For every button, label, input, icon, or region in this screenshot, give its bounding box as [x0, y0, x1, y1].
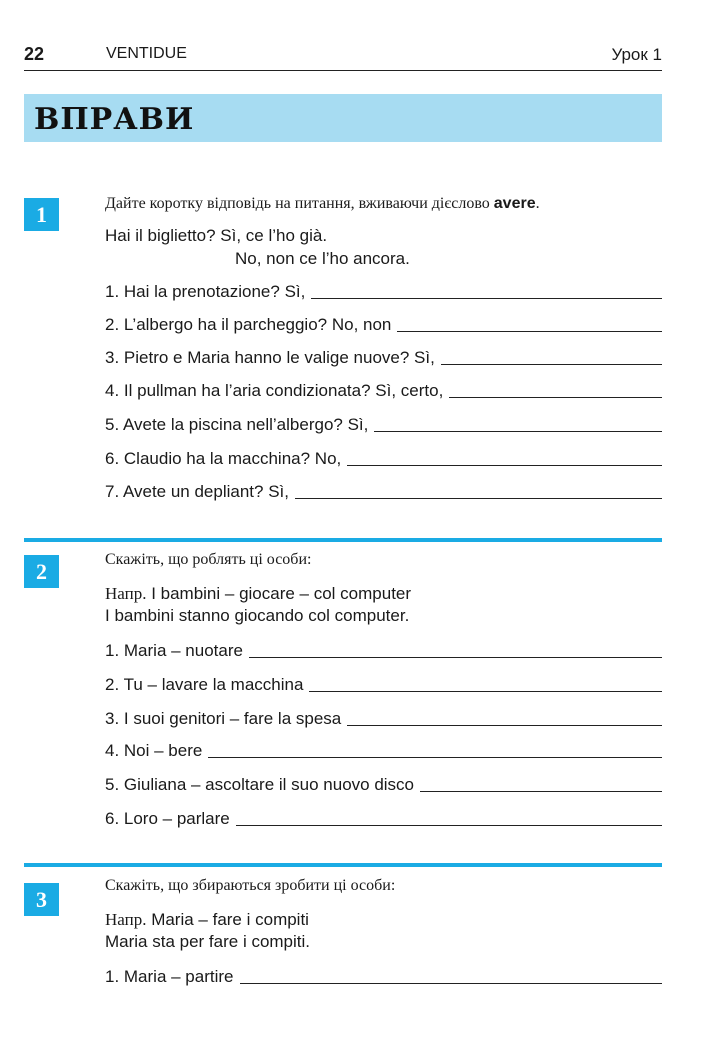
exercise-item	[105, 673, 662, 695]
example-prompt: Maria – fare i compiti	[151, 910, 309, 929]
exercise-item	[105, 447, 662, 469]
example-question: Hai il biglietto? Sì, ce l’ho già.	[105, 226, 328, 245]
exercise-item	[105, 807, 662, 829]
answer-blank[interactable]	[441, 364, 662, 365]
answer-blank[interactable]	[374, 431, 662, 432]
exercise-item	[105, 480, 662, 502]
item-text: 3. I suoi genitori – fare la spesa	[105, 709, 342, 728]
exercise-item	[105, 707, 662, 729]
lesson-label: Урок 1	[611, 45, 662, 64]
answer-blank[interactable]	[309, 691, 662, 692]
exercise-item	[105, 313, 662, 335]
exercise-item	[105, 413, 662, 435]
section-divider	[24, 863, 662, 867]
item-text: 1. Maria – nuotare	[105, 641, 243, 660]
example-prompt: I bambini – giocare – col computer	[151, 584, 412, 603]
answer-blank[interactable]	[208, 757, 662, 758]
item-text: 7. Avete un depliant? Sì,	[105, 482, 289, 501]
item-text: 6. Loro – parlare	[105, 809, 230, 828]
example-answer: I bambini stanno giocando col computer.	[105, 606, 410, 625]
example-label: Напр.	[105, 910, 147, 929]
instruction-text: Дайте коротку відповідь на питання, вживаючи дієслово	[105, 195, 490, 212]
exercise-number-badge: 1	[24, 198, 59, 231]
item-text: 5. Avete la piscina nell’albergo? Sì,	[105, 415, 369, 434]
answer-blank[interactable]	[311, 298, 662, 299]
section-divider	[24, 538, 662, 542]
exercise-instruction: Скажіть, що збираються зробити ці особи:	[105, 877, 396, 894]
instruction-suffix: .	[535, 195, 540, 212]
answer-blank[interactable]	[249, 657, 662, 658]
example-line	[105, 584, 411, 604]
item-text: 6. Claudio ha la macchina? No,	[105, 449, 342, 468]
exercise-item	[105, 346, 662, 368]
answer-blank[interactable]	[236, 825, 662, 826]
exercise-number-badge: 2	[24, 555, 59, 588]
example-answer: Maria sta per fare i compiti.	[105, 932, 311, 951]
answer-blank[interactable]	[295, 498, 662, 499]
exercise-number-badge: 3	[24, 883, 59, 916]
exercise-item	[105, 773, 662, 795]
exercise-item	[105, 739, 662, 761]
example-answer: No, non ce l’ho ancora.	[235, 249, 410, 268]
answer-blank[interactable]	[420, 791, 662, 792]
exercise-instruction: Скажіть, що роблять ці особи:	[105, 551, 312, 568]
answer-blank[interactable]	[449, 397, 662, 398]
section-title: ВПРАВИ	[34, 102, 195, 137]
exercise-item	[105, 639, 662, 661]
item-text: 1. Hai la prenotazione? Sì,	[105, 282, 306, 301]
example-label: Напр.	[105, 584, 147, 603]
answer-blank[interactable]	[397, 331, 662, 332]
answer-blank[interactable]	[347, 465, 662, 466]
item-text: 5. Giuliana – ascoltare il suo nuovo disco	[105, 775, 415, 794]
instruction-verb: avere	[493, 195, 536, 212]
book-title: VENTIDUE	[106, 45, 187, 62]
item-text: 3. Pietro e Maria hanno le valige nuove? Sì,	[105, 348, 435, 367]
exercise-item	[105, 280, 662, 302]
item-text: 4. Il pullman ha l’aria condizionata? Sì, certo,	[105, 381, 444, 400]
answer-blank[interactable]	[240, 983, 663, 984]
example-line	[105, 910, 309, 930]
page-header	[24, 40, 662, 71]
page-number: 22	[24, 44, 45, 64]
item-text: 2. L’albergo ha il parcheggio? No, non	[105, 315, 392, 334]
exercise-item	[105, 379, 662, 401]
exercise-instruction	[105, 195, 540, 213]
answer-blank[interactable]	[347, 725, 662, 726]
exercise-item	[105, 965, 662, 987]
item-text: 2. Tu – lavare la macchina	[105, 675, 304, 694]
section-banner	[24, 94, 662, 142]
item-text: 4. Noi – bere	[105, 741, 203, 760]
item-text: 1. Maria – partire	[105, 967, 234, 986]
